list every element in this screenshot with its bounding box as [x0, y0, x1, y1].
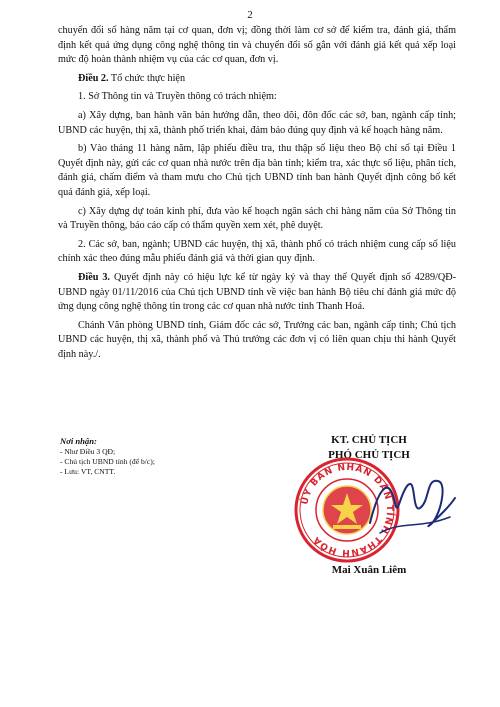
handwritten-signature-icon [360, 463, 460, 547]
seal-ring-text: ỦY BAN NHÂN DÂN TỈNH THANH HÓA [300, 462, 395, 558]
recipients-block [60, 436, 260, 477]
page-number: 2 [247, 9, 253, 21]
paragraph-item-1: 1. Sở Thông tin và Truyền thông có trách nhiệm: [78, 91, 277, 103]
signature-title-2: PHÓ CHỦ TỊCH [328, 449, 410, 461]
paragraph-1: chuyển đổi số hàng năm tại cơ quan, đơn vị; đồng thời làm cơ sở để kiểm tra, đánh giá, thẩm định kết quả ứng dụng công nghệ thông tin và chuyển đổi số gắn với đánh giá kết quả xếp loại mức độ hoàn thành nhiệm vụ của các cơ quan, đơn vị. [58, 25, 456, 66]
article-3-text: Quyết định này có hiệu lực kể từ ngày ký và thay thế Quyết định số 4289/QĐ-UBND ngày 01/11/2016 của Chủ tịch UBND tỉnh về việc ban hành Bộ tiêu chí đánh giá mức độ ứng dụng công nghệ thông tin trong các cơ quan nhà nước tỉnh Thanh Hoá. [58, 271, 457, 313]
recipient-line: - Lưu: VT, CNTT. [60, 467, 116, 476]
article-3-paragraph [58, 271, 456, 315]
paragraph-item-2: 2. Các sở, ban, ngành; UBND các huyện, thị xã, thành phố có trách nhiệm cung cấp số liệu chính xác theo đúng mẫu phiếu đánh giá và thời gian quy định. [58, 238, 456, 265]
signature-block [282, 433, 456, 576]
recipients-title: Nơi nhận: [60, 436, 97, 446]
body-text [58, 24, 456, 366]
paragraph-execution: Chánh Văn phòng UBND tỉnh, Giám đốc các sở, Trưởng các ban, ngành cấp tỉnh; Chủ tịch UBND các huyện, thị xã, thành phố và Thủ trưởng các đơn vị có liên quan chịu thi hành Quyết định này./. [58, 319, 456, 360]
paragraph-item-a: a) Xây dựng, ban hành văn bản hướng dẫn, theo dõi, đôn đốc các sở, ban, ngành cấp tỉnh; UBND các huyện, thị xã, thành phố triển khai, đảm bảo đúng quy định và kế hoạch hàng năm. [58, 109, 456, 136]
recipient-line: - Chủ tịch UBND tỉnh (để b/c); [60, 457, 155, 466]
recipient-line: - Như Điều 3 QĐ; [60, 447, 116, 456]
signer-name: Mai Xuân Liêm [331, 564, 407, 576]
article-2-heading [58, 72, 456, 87]
article-2-title: Tổ chức thực hiện [108, 72, 186, 84]
article-2-label: Điều 2. [78, 72, 109, 84]
article-3-label: Điều 3. [78, 271, 110, 283]
paragraph-item-b: b) Vào tháng 11 hàng năm, lập phiếu điều tra, thu thập số liệu theo Bộ chỉ số tại Điều 1 Quyết định này, gửi các cơ quan nhà nước trên địa bàn tỉnh; kiểm tra, xác thực số liệu, phân tích, đánh giá, chấm điểm và tham mưu cho Chủ tịch UBND tỉnh ban hành Quyết định công bố kết quả đánh giá, xếp loại. [58, 143, 456, 198]
signature-title-1: KT. CHỦ TỊCH [331, 434, 407, 446]
paragraph-item-c: c) Xây dựng dự toán kinh phí, đưa vào kế hoạch ngân sách chi hàng năm của Sở Thông tin và Truyền thông, báo cáo cấp có thẩm quyền xem xét, phê duyệt. [58, 205, 456, 232]
